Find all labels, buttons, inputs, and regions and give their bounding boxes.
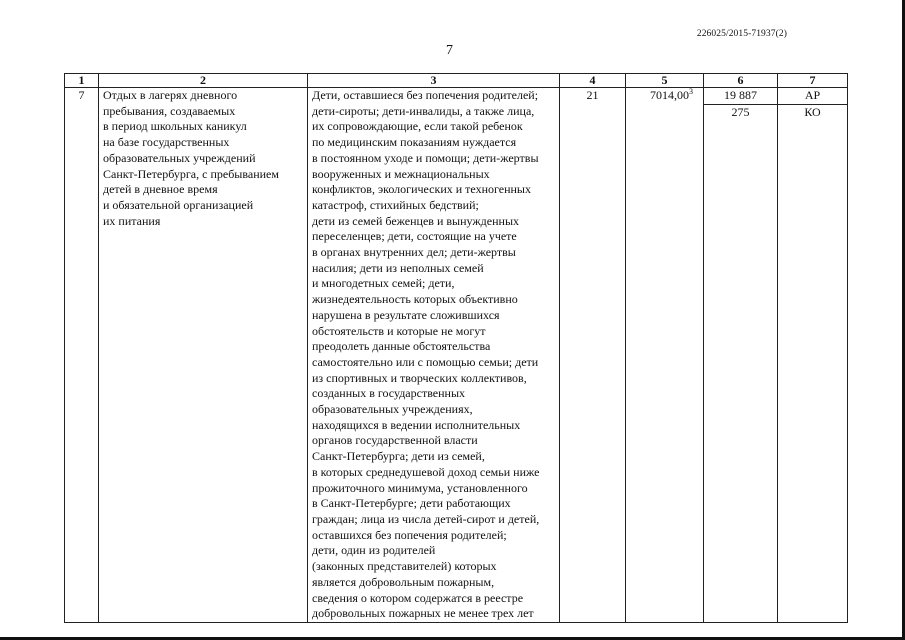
column-header: 7 [778, 74, 848, 88]
column-header: 2 [99, 74, 308, 88]
document-code: 226025/2015-71937(2) [696, 29, 787, 39]
column-header: 3 [308, 74, 560, 88]
column-header: 1 [65, 74, 99, 88]
recipient-categories: Дети, оставшиеся без попечения родителей; дети-сироты; дети-инвалиды, а также лица, их сопровождающие, если такой ребенок по медицинским показаниям нуждается в постоянном уходе и помощи; дети-жертвы вооруженных и межнациональных конфликтов, экологических и техногенных катастроф, стихийных бедствий; дети из семей беженцев и вынужденных переселенцев; дети, состоящие на учете в органах внутренних дел; дети-жертвы насилия; дети из неполных семей и многодетных семей; дети, жизнедеятельность которых объективно нарушена в результате сложившихся обстоятельств и которые не могут преодолеть данные обстоятельства самостоятельно или с помощью семьи; дети из спортивных и творческих коллективов, созданных в государственных образовательных учреждениях, находящихся в ведении исполнительных органов государственной власти Санкт-Петербурга; дети из семей, в которых среднедушевой доход семьи ниже прожиточного минимума, установленного в Санкт-Петербурге; дети работающих граждан; лица из числа детей-сирот и детей, оставшихся без попечения родителей; дети, один из родителей (законных представителей) которых является добровольным пожарным, сведения о котором содержатся в реестре добровольных пожарных не менее трех лет [308, 88, 560, 623]
data-table [64, 73, 848, 623]
row-number: 7 [65, 88, 99, 623]
column-header: 5 [626, 74, 704, 88]
authority-code: АР [778, 88, 847, 105]
cost-value: 7014,00 [650, 88, 689, 102]
footnote-marker: 3 [689, 87, 693, 96]
quantity-value: 275 [731, 104, 750, 119]
quantity-value: 19 887 [704, 88, 777, 105]
authority-code: КО [804, 104, 821, 119]
table-header-row [65, 74, 848, 88]
column-header: 6 [704, 74, 778, 88]
quantity-cell [704, 88, 778, 623]
table-row [65, 88, 848, 623]
authority-cell [778, 88, 848, 623]
service-title: Отдых в лагерях дневного пребывания, создаваемых в период школьных каникул на базе государственных образовательных учреждений Санкт-Петербурга, с пребыванием детей в дневное время и обязательной организацией их питания [99, 88, 308, 623]
column-header: 4 [560, 74, 626, 88]
cost-cell [626, 88, 704, 623]
page-number: 7 [446, 43, 453, 58]
col4-value: 21 [560, 88, 626, 623]
